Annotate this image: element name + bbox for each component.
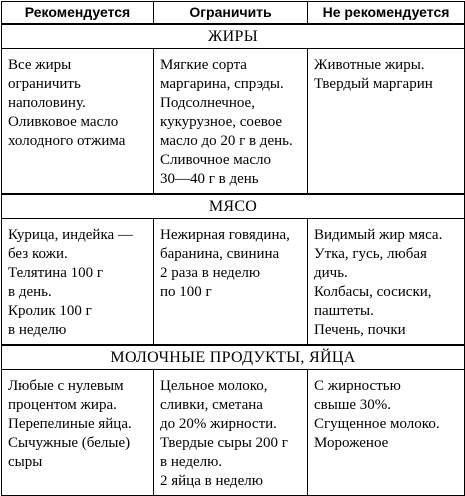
section-content-row bbox=[2, 219, 465, 346]
section-header-row bbox=[2, 194, 465, 219]
cell-text-line: Курица, индейка — bbox=[8, 227, 133, 243]
not-recommended-cell bbox=[308, 219, 465, 346]
section-header-row bbox=[2, 24, 465, 49]
cell-text-line: Мороженое bbox=[314, 435, 389, 451]
cell-text-line: Телятина 100 г bbox=[8, 265, 104, 281]
cell-text-line: Мягкие сорта bbox=[160, 57, 247, 73]
cell-text-line: свыше 30%. bbox=[314, 397, 392, 413]
cell-text-line: сыры bbox=[8, 454, 43, 470]
cell-text-line: в неделю bbox=[8, 322, 67, 338]
cell-text-line: Подсолнечное, bbox=[160, 95, 255, 111]
cell-text-line: маргарина, спрэды. bbox=[160, 76, 284, 92]
cell-text-line: Печень, почки bbox=[314, 322, 406, 338]
cell-text-line: до 20% жирности. bbox=[160, 416, 277, 432]
cell-text-line: Перепелиные яйца. bbox=[8, 416, 132, 432]
cell-text-line: без кожи. bbox=[8, 246, 68, 262]
cell-text-line: в день. bbox=[8, 284, 52, 300]
column-header-recommended: Рекомендуется bbox=[2, 2, 154, 25]
cell-text-line: 30—40 г в день bbox=[160, 171, 259, 187]
section-content-row bbox=[2, 49, 465, 195]
cell-text-line: баранина, свинина bbox=[160, 246, 280, 262]
cell-text-line: Колбасы, сосиски, bbox=[314, 284, 432, 300]
cell-text-line: сливки, сметана bbox=[160, 397, 263, 413]
cell-text-line: кукурузное, соевое bbox=[160, 114, 283, 130]
cell-text-line: Кролик 100 г bbox=[8, 303, 92, 319]
cell-text-line: Оливковое масло bbox=[8, 114, 119, 130]
cell-text-line: наполовину. bbox=[8, 95, 86, 111]
recommended-cell bbox=[2, 370, 154, 496]
not-recommended-cell bbox=[308, 370, 465, 496]
column-header-not-recommended: Не рекомендуется bbox=[308, 2, 465, 25]
cell-text-line: Все жиры bbox=[8, 57, 72, 73]
section-header-row bbox=[2, 345, 465, 370]
cell-text-line: Твердый маргарин bbox=[314, 76, 433, 92]
section-title: МЯСО bbox=[2, 194, 465, 219]
cell-text-line: Видимый жир мяса. bbox=[314, 227, 443, 243]
cell-text-line: Сгущенное молоко. bbox=[314, 416, 440, 432]
header-row bbox=[2, 2, 465, 25]
cell-text-line: 2 яйца в неделю bbox=[160, 473, 263, 489]
cell-text-line: ограничить bbox=[8, 76, 81, 92]
cell-text-line: паштеты. bbox=[314, 303, 374, 319]
cell-text-line: Твердые сыры 200 г bbox=[160, 435, 288, 451]
section-title: ЖИРЫ bbox=[2, 24, 465, 49]
cell-text-line: Любые с нулевым bbox=[8, 378, 124, 394]
cell-text-line: Цельное молоко, bbox=[160, 378, 268, 394]
cell-text-line: Сливочное масло bbox=[160, 152, 271, 168]
section-title: МОЛОЧНЫЕ ПРОДУКТЫ, ЯЙЦА bbox=[2, 345, 465, 370]
cell-text-line: по 100 г bbox=[160, 284, 212, 300]
column-header-limit: Ограничить bbox=[154, 2, 308, 25]
cell-text-line: Животные жиры. bbox=[314, 57, 425, 73]
limit-cell bbox=[154, 49, 308, 195]
diet-table bbox=[1, 1, 465, 496]
cell-text-line: С жирностью bbox=[314, 378, 401, 394]
cell-text-line: 2 раза в неделю bbox=[160, 265, 261, 281]
cell-text-line: дичь. bbox=[314, 265, 348, 281]
section-content-row bbox=[2, 370, 465, 496]
cell-text-line: в неделю. bbox=[160, 454, 223, 470]
cell-text-line: холодного отжима bbox=[8, 133, 126, 149]
not-recommended-cell bbox=[308, 49, 465, 195]
cell-text-line: процентом жира. bbox=[8, 397, 117, 413]
recommended-cell bbox=[2, 49, 154, 195]
cell-text-line: Утка, гусь, любая bbox=[314, 246, 427, 262]
recommended-cell bbox=[2, 219, 154, 346]
table-body bbox=[2, 24, 465, 496]
limit-cell bbox=[154, 370, 308, 496]
cell-text-line: Нежирная говядина, bbox=[160, 227, 290, 243]
cell-text-line: масло до 20 г в день. bbox=[160, 133, 293, 149]
cell-text-line: Сычужные (белые) bbox=[8, 435, 131, 451]
limit-cell bbox=[154, 219, 308, 346]
